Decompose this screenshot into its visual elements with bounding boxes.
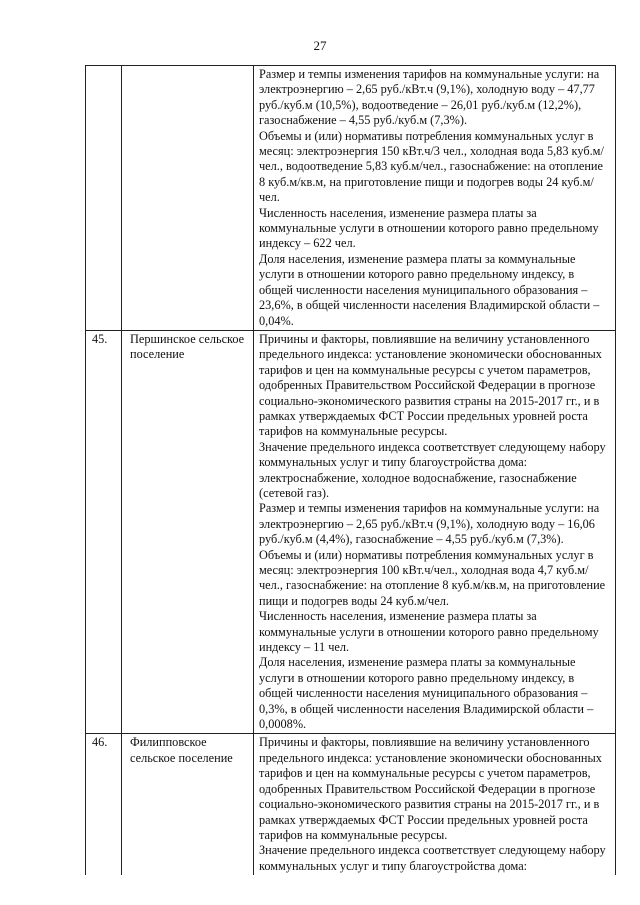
population-paragraph: Численность населения, изменение размера платы за коммунальные услуги в отношении которого равно предельному индексу – 622 чел. [259, 205, 599, 251]
row-number-cell: 46. [86, 734, 122, 875]
table-row-45 [86, 330, 616, 734]
row-number-cell [86, 66, 122, 331]
reasons-paragraph: Причины и факторы, повлиявшие на величину установленного предельного индекса: установление экономически обоснованных тарифов и цен на коммунальные ресурсы с учетом параметров, одобренных Правительством Российской Федерации в прогнозе социально-экономического развития страны на 2015-2017 гг., и в рамках утверждаемых ФСТ России предельных уровней роста тарифов на коммунальные ресурсы. [259, 735, 602, 842]
description-cell [254, 330, 616, 734]
population-paragraph: Численность населения, изменение размера платы за коммунальные услуги в отношении которого равно предельному индексу – 11 чел. [259, 609, 599, 655]
indices-table [85, 65, 616, 875]
row-number-cell: 45. [86, 330, 122, 734]
description-cell [254, 734, 616, 875]
page-number: 27 [313, 38, 327, 53]
table-row-46 [86, 734, 616, 875]
population-share-paragraph: Доля населения, изменение размера платы за коммунальные услуги в отношении которого равно предельному индексу, в общей численности населения муниципального образования – 23,6%, в общей численности населения Владимирской области – 0,04%. [259, 251, 600, 328]
consumption-paragraph: Объемы и (или) нормативы потребления коммунальных услуг в месяц: электроэнергия 100 кВт.ч/чел., холодная вода 4,7 куб.м/чел., газоснабжение: на отопление 8 куб.м/кв.м, на приготовление пищи и подогрев воды 24 куб.м/чел. [259, 547, 606, 608]
description-cell [254, 66, 616, 331]
tariff-paragraph: Размер и темпы изменения тарифов на коммунальные услуги: на электроэнергию – 2,65 руб./кВт.ч (9,1%), холодную воду – 47,77 руб./куб.м (10,5%), водоотведение – 26,01 руб./куб.м (12,2%), газоснабжение – 4,55 руб./куб.м (7,3%). [259, 67, 600, 128]
settlement-name-cell: Першинское сельское поселение [122, 330, 254, 734]
settlement-name-cell [122, 66, 254, 331]
table-row-continued [86, 66, 616, 331]
population-share-paragraph: Доля населения, изменение размера платы за коммунальные услуги в отношении которого равно предельному индексу, в общей численности населения муниципального образования – 0,3%, в общей численности населения Владимирской области – 0,0008%. [259, 655, 594, 732]
consumption-paragraph: Объемы и (или) нормативы потребления коммунальных услуг в месяц: электроэнергия 150 кВт.ч/3 чел., холодная вода 5,83 куб.м/чел., водоотведение 5,83 куб.м/чел., газоснабжение: на отопление 8 куб.м/кв.м, на приготовление пищи и подогрев воды 24 куб.м/чел. [259, 128, 604, 205]
tariff-paragraph: Размер и темпы изменения тарифов на коммунальные услуги: на электроэнергию – 2,65 руб./кВт.ч (9,1%), холодную воду – 16,06 руб./куб.м (4,4%), газоснабжение – 4,55 руб./куб.м (7,3%). [259, 501, 600, 547]
services-set-paragraph: Значение предельного индекса соответствует следующему набору коммунальных услуг и типу благоустройства дома: [259, 843, 606, 873]
reasons-paragraph: Причины и факторы, повлиявшие на величину установленного предельного индекса: установление экономически обоснованных тарифов и цен на коммунальные ресурсы с учетом параметров, одобренных Правительством Российской Федерации в прогнозе социально-экономического развития страны на 2015-2017 гг., и в рамках утверждаемых ФСТ России предельных уровней роста тарифов на коммунальные ресурсы. [259, 331, 602, 439]
settlement-name-cell: Филипповское сельское поселение [122, 734, 254, 875]
services-set-paragraph: Значение предельного индекса соответствует следующему набору коммунальных услуг и типу благоустройства дома: электроснабжение, холодное водоснабжение, газоснабжение (сетевой газ). [259, 439, 606, 500]
